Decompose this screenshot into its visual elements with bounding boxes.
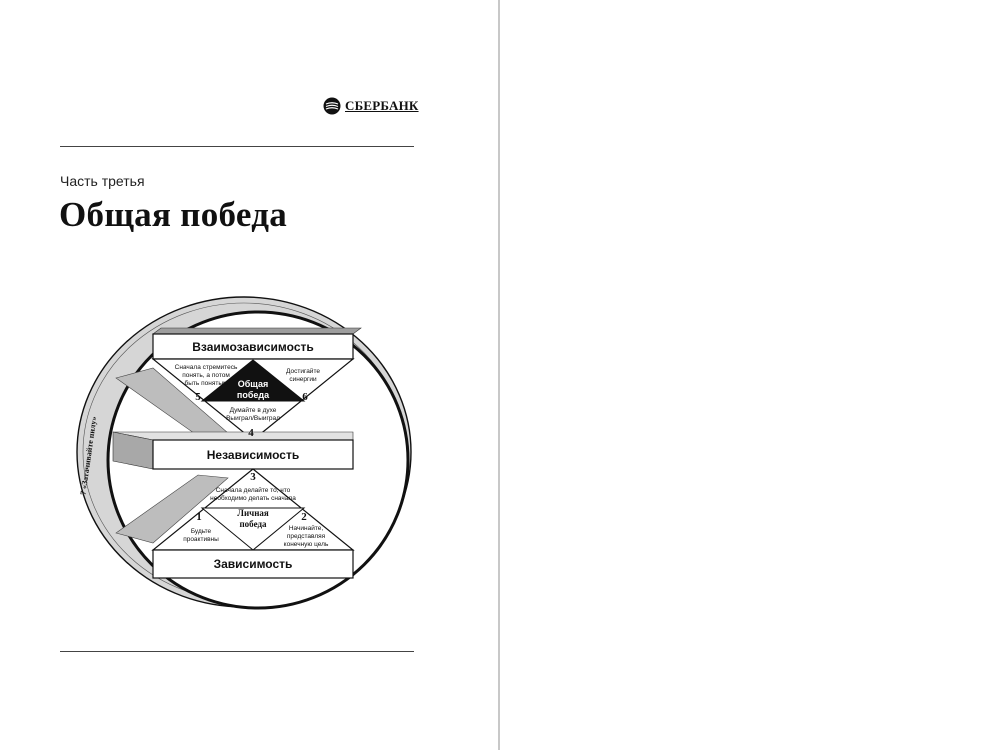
habit4-line1: Думайте в духе [229, 407, 277, 414]
habit2-number: 2 [301, 511, 307, 523]
habit1-line1: Будьте [190, 528, 212, 535]
level-independence: Независимость [206, 448, 300, 462]
habit3-number: 3 [250, 471, 256, 483]
top-bar-top-face [153, 328, 361, 334]
part-label: Часть третья [60, 173, 145, 189]
seven-habits-diagram [58, 288, 418, 628]
level-interdependence: Взаимозависимость [192, 340, 314, 354]
middle-bar-top-face [113, 432, 353, 440]
habit6-line1: Достигайте [286, 368, 320, 375]
habit3-line1: Сначала делайте то, что [215, 487, 291, 494]
sberbank-logo [323, 96, 419, 116]
logo-text: СБЕРБАНК [345, 98, 419, 113]
seven-habits-diagram-svg [58, 288, 418, 628]
habit5-line3: быть понятым [184, 380, 228, 387]
habit5-line1: Сначала стремитесь [174, 364, 238, 371]
habit5-number: 5 [195, 391, 201, 403]
habit3-line2: необходимо делать сначала [210, 495, 296, 502]
habit5-line2: понять, а потом [182, 372, 230, 379]
private-victory-line2: победа [239, 519, 267, 529]
bottom-rule [60, 651, 414, 652]
habit4-number: 4 [248, 427, 254, 439]
public-victory-line2: победа [236, 390, 270, 400]
habit1-line2: проактивны [183, 536, 219, 543]
sberbank-logo-icon [323, 97, 341, 115]
habit6-number: 6 [302, 391, 308, 403]
habit7-label: 7 «Затачивайте пилу» [78, 415, 99, 496]
habit4-line2: Выиграл/Выиграл [226, 415, 280, 422]
private-victory-line1: Личная [237, 508, 269, 518]
habit6-line2: синергии [289, 376, 317, 383]
public-victory-line1: Общая [237, 379, 269, 389]
habit1-number: 1 [196, 511, 202, 523]
chapter-title: Общая победа [59, 195, 288, 234]
habit2-line1: Начинайте, [288, 525, 324, 532]
habit2-line2: представляя [286, 533, 326, 540]
right-page [500, 0, 996, 750]
habit2-line3: конечную цель [283, 541, 329, 548]
level-dependence: Зависимость [213, 557, 293, 571]
top-rule [60, 146, 414, 147]
